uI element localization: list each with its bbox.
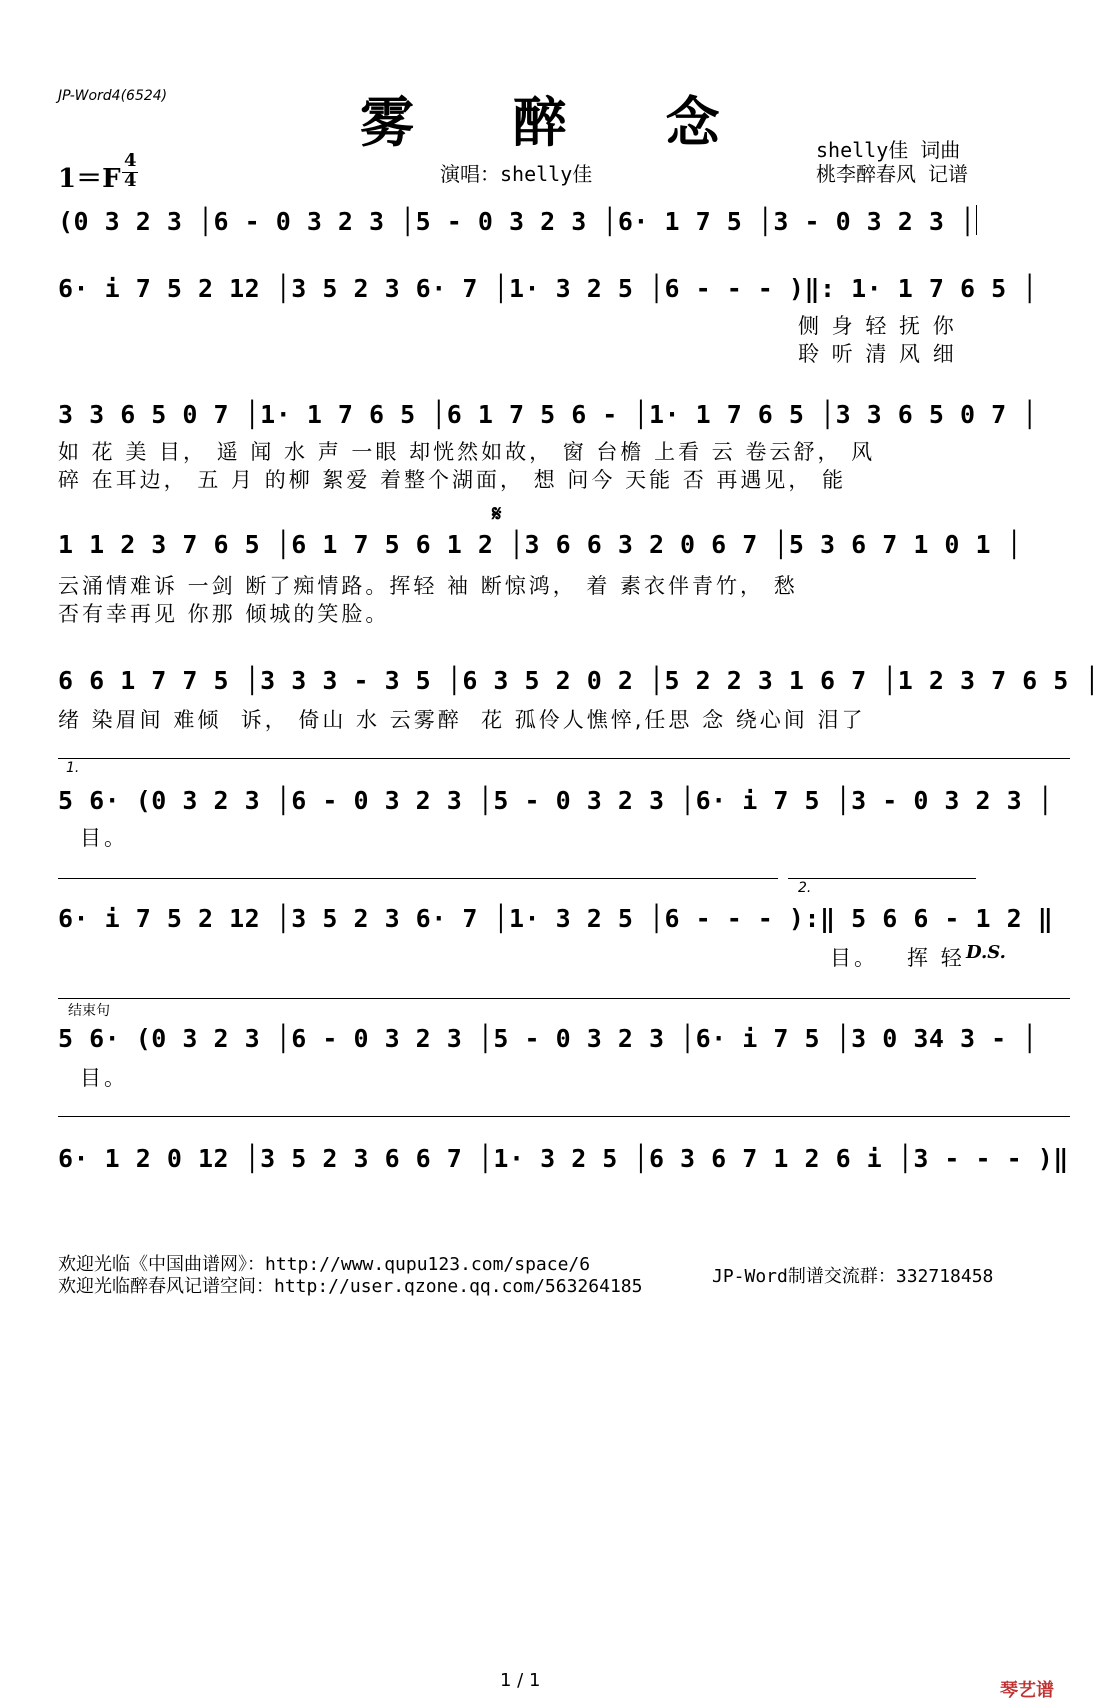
notation-line-3: 3 3 6 5 0 7 │1· 1 7 6 5 │6 1 7 5 6 - │1· 1 7 6 5 │3 3 6 5 0 7 │: [58, 400, 1038, 429]
lyrics-line-3-verse-1: 如 花 美 目， 遥 闻 水 声 一眼 却恍然如故， 窗 台檐 上看 云 卷云舒， 风: [58, 440, 876, 464]
transcriber-credit: 桃李醉春风 记谱: [816, 162, 969, 186]
software-label: JP-Word4(6524): [58, 88, 168, 104]
lyrics-line-6: 目。: [80, 826, 128, 850]
lyrics-line-7: 目。 挥 轻: [830, 946, 965, 970]
notation-line-7: 6· i 7 5 2 12 │3 5 2 3 6· 7 │1· 3 2 5 │6 - - - ):‖ 5 6 6 - 1 2 ‖: [58, 904, 1054, 933]
volta-bracket-1: [58, 758, 1070, 759]
lyrics-line-4-verse-2: 否有幸再见 你那 倾城的笑脸。: [58, 602, 390, 626]
time-signature-top: 4: [124, 150, 137, 171]
notation-line-5: 6 6 1 7 7 5 │3 3 3 - 3 5 │6 3 5 2 0 2 │5 2 2 3 1 6 7 │1 2 3 7 6 5 │: [58, 666, 1100, 695]
lyrics-line-8: 目。: [80, 1066, 128, 1090]
lyrics-line-3-verse-2: 碎 在耳边， 五 月 的柳 絮爱 着整个湖面， 想 问今 天能 否 再遇见， 能: [58, 468, 847, 492]
volta-bracket-2: [788, 878, 976, 879]
lyrics-line-2-verse-2: 聆 听 清 风 细: [798, 342, 957, 366]
lyrics-line-4-verse-1: 云涌情难诉 一剑 断了痴情路。挥轻 袖 断惊鸿， 着 素衣伴青竹， 愁: [58, 574, 798, 598]
footer-link-qzone: 欢迎光临醉春风记谱空间：http://user.qzone.qq.com/563264185: [58, 1276, 643, 1297]
segno-sign: 𝄋: [492, 502, 502, 527]
notation-line-6: 5 6· (0 3 2 3 │6 - 0 3 2 3 │5 - 0 3 2 3 │6· i 7 5 │3 - 0 3 2 3 │: [58, 786, 1054, 815]
footer-link-qupu: 欢迎光临《中国曲谱网》：http://www.qupu123.com/space/6: [58, 1254, 591, 1275]
page-number: 1 / 1: [500, 1670, 541, 1691]
volta-bracket-1-continued: [58, 878, 778, 879]
notation-line-4: 1 1 2 3 7 6 5 │6 1 7 5 6 1 2 │3 6 6 3 2 0 6 7 │5 3 6 7 1 0 1 │: [58, 530, 1023, 559]
key-signature: 1＝F: [58, 164, 121, 194]
notation-line-2: 6· i 7 5 2 12 │3 5 2 3 6· 7 │1· 3 2 5 │6 - - - )‖: 1· 1 7 6 5 │: [58, 274, 1038, 303]
notation-line-8: 5 6· (0 3 2 3 │6 - 0 3 2 3 │5 - 0 3 2 3 │6· i 7 5 │3 0 34 3 - │: [58, 1024, 1038, 1053]
dal-segno-mark: D.S.: [966, 942, 1006, 963]
site-logo: 琴艺谱: [1000, 1680, 1054, 1701]
song-title: 雾 醉 念: [360, 90, 760, 154]
footer-group: JP-Word制谱交流群：332718458: [712, 1266, 994, 1287]
lyrics-line-2-verse-1: 侧 身 轻 抚 你: [798, 314, 957, 338]
notation-line-9: 6· 1 2 0 12 │3 5 2 3 6 6 7 │1· 3 2 5 │6 3 6 7 1 2 6 i │3 - - - )‖: [58, 1144, 1069, 1173]
ending-label: 结束句: [68, 1003, 110, 1019]
barline: [976, 205, 977, 235]
notation-line-1: (0 3 2 3 │6 - 0 3 2 3 │5 - 0 3 2 3 │6· 1 7 5 │3 - 0 3 2 3 │: [58, 207, 976, 236]
lyricist-credit: shelly佳 词曲: [816, 138, 961, 162]
ending-bracket-continued: [58, 1116, 1070, 1117]
ending-bracket: [58, 998, 1070, 999]
time-signature-bottom: 4: [124, 170, 137, 191]
singer-credit: 演唱：shelly佳: [440, 162, 593, 186]
lyrics-line-5: 绪 染眉间 难倾 诉， 倚山 水 云雾醉 花 孤伶人憔悴,任思 念 绕心间 泪了: [58, 708, 866, 732]
volta-label-2: 2.: [798, 880, 812, 896]
volta-label-1: 1.: [66, 760, 80, 776]
